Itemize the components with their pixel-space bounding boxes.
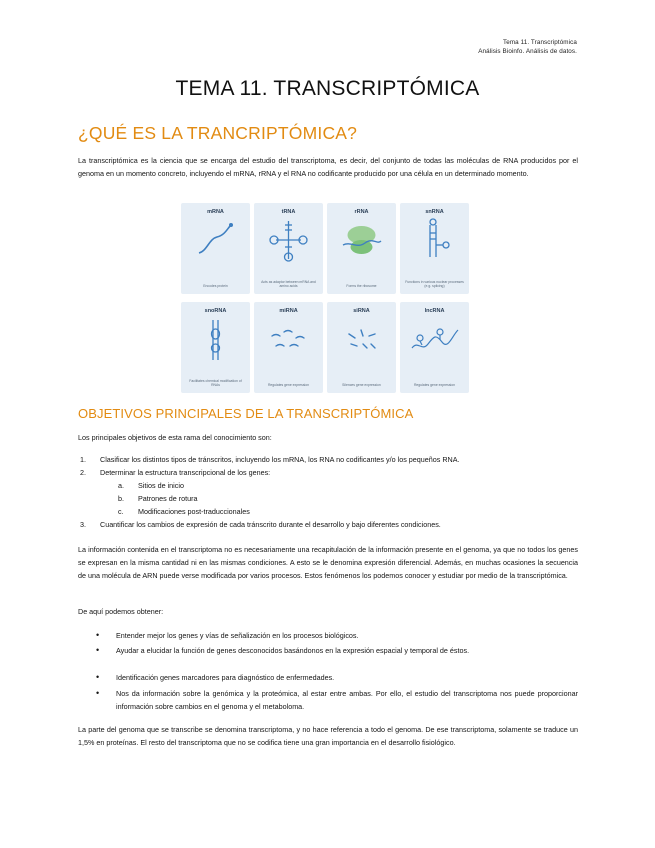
list-item-text: Patrones de rotura <box>138 494 198 503</box>
bullet-icon: • <box>96 645 100 655</box>
rna-card-lncrna <box>400 302 469 393</box>
list-item-text: Sitios de inicio <box>138 481 184 490</box>
snrna-hairpin-icon <box>400 215 469 265</box>
page-title: TEMA 11. TRANSCRIPTÓMICA <box>175 77 480 100</box>
rna-card-caption: Encodes protein <box>203 283 228 288</box>
section-heading-objectives: OBJETIVOS PRINCIPALES DE LA TRANSCRIPTÓMICA <box>78 406 414 421</box>
mrna-strand-icon <box>181 215 250 265</box>
bullet-text: Identificación genes marcadores para diagnóstico de enfermedades. <box>116 673 335 682</box>
running-header <box>478 38 577 56</box>
rna-card-caption: Functions in various nuclear processes (e.g. splicing) <box>405 279 464 288</box>
list-subitem <box>78 492 578 505</box>
sirna-fragments-icon <box>327 314 396 364</box>
bullet-text: Entender mejor los genes y vías de señalización en los procesos biológicos. <box>116 631 359 640</box>
list-item-number: b. <box>118 494 124 503</box>
list-subitem <box>78 479 578 492</box>
list-item-number: 2. <box>80 468 86 477</box>
rna-card-trna <box>254 203 323 294</box>
transcriptome-paragraph: La parte del genoma que se transcribe se denomina transcriptoma, y no hace referencia a todo el genoma. De ese transcriptoma, solamente se traduce un 1,5% en proteínas. El resto del transcriptoma que no se codifica tiene una gran importancia en el desarrollo fisiológico. <box>78 725 578 748</box>
trna-cloverleaf-icon <box>254 215 323 265</box>
objectives-intro: Los principales objetivos de esta rama del conocimiento son: <box>78 433 272 442</box>
list-subitem <box>78 505 578 518</box>
rna-card-label: miRNA <box>279 308 298 314</box>
list-item <box>78 518 578 531</box>
rna-card-caption: Facilitates chemical modification of RNAs <box>189 378 242 387</box>
rna-card-snrna <box>400 203 469 294</box>
list-item-text: Modificaciones post-traduccionales <box>138 507 250 516</box>
rna-card-caption: Silences gene expression <box>342 382 381 387</box>
rna-card-label: mRNA <box>207 209 224 215</box>
lncrna-strand-icon <box>400 314 469 364</box>
rna-card-label: snRNA <box>425 209 444 215</box>
intro-paragraph: La transcriptómica es la ciencia que se encarga del estudio del transcriptoma, es decir, del conjunto de todas las moléculas de RNA producidos por el genoma en un momento concreto, incluyendo el mRNA, rRNA y el RNA no codificante producido por una célula en un determinado momento. <box>78 156 578 179</box>
list-item-number: a. <box>118 481 124 490</box>
rna-card-label: snoRNA <box>204 308 227 314</box>
bullet-text: Ayudar a elucidar la función de genes desconocidos basándonos en la expresión espacial y temporal de éstos. <box>116 646 470 655</box>
objectives-list <box>78 453 578 531</box>
section-heading-what-is: ¿QUÉ ES LA TRANCRIPTÓMICA? <box>78 123 358 143</box>
bullet-icon: • <box>96 630 100 640</box>
obtain-intro: De aquí podemos obtener: <box>78 607 164 616</box>
rna-card-rrna <box>327 203 396 294</box>
rna-card-snorna <box>181 302 250 393</box>
bullet-icon: • <box>96 672 100 682</box>
rna-card-label: lncRNA <box>424 308 445 314</box>
header-topic: Tema 11. Transcriptómica <box>502 39 577 46</box>
list-item-text: Cuantificar los cambios de expresión de cada tránscrito durante el desarrollo y bajo diferentes condiciones. <box>100 520 441 529</box>
rna-card-sirna <box>327 302 396 393</box>
rna-card-caption: Regulates gene expression <box>267 382 310 387</box>
rna-card-mirna <box>254 302 323 393</box>
rna-types-figure <box>181 203 469 393</box>
rna-card-label: tRNA <box>281 209 296 215</box>
bullet-text: Nos da información sobre la genómica y la proteómica, al estar entre ambas. Por ello, el estudio del transcriptoma nos puede proporcionar información sobre cambios en el genoma y el metaboloma. <box>116 689 578 711</box>
list-item <box>78 453 578 466</box>
header-course: Análisis Bioinfo. Análisis de datos. <box>478 48 577 55</box>
rna-card-label: siRNA <box>353 308 370 314</box>
list-item-text: Determinar la estructura transcripcional de los genes: <box>100 468 271 477</box>
list-item-number: 3. <box>80 520 86 529</box>
mirna-fragments-icon <box>254 314 323 364</box>
list-item-number: c. <box>118 507 124 516</box>
list-item <box>78 466 578 479</box>
expression-paragraph: La información contenida en el transcriptoma no es necesariamente una recapitulación de la información presente en el genoma, ya que no todos los genes se expresan en la misma cantidad ni en las mismas condiciones. A esto se le denomina expresión diferencial. Además, en muchas ocasiones la secuencia de una molécula de ARN puede verse modificada por varios procesos. Estos fenómenos los podemos conocer y estudiar por medio de la transcriptómica. <box>78 545 578 581</box>
rna-card-label: rRNA <box>354 209 369 215</box>
list-item-text: Clasificar los distintos tipos de tránscritos, incluyendo los mRNA, los RNA no codificantes y/o los pequeños RNA. <box>100 455 460 464</box>
rna-card-caption: Acts as adaptor between mRNA and amino acids <box>261 279 316 288</box>
rna-card-mrna <box>181 203 250 294</box>
snorna-stem-icon <box>181 314 250 364</box>
rna-card-caption: Forms the ribosome <box>346 283 377 288</box>
ribosome-icon <box>327 215 396 265</box>
rna-card-caption: Regulates gene expression <box>413 382 456 387</box>
list-item-number: 1. <box>80 455 86 464</box>
bullet-icon: • <box>96 688 100 698</box>
